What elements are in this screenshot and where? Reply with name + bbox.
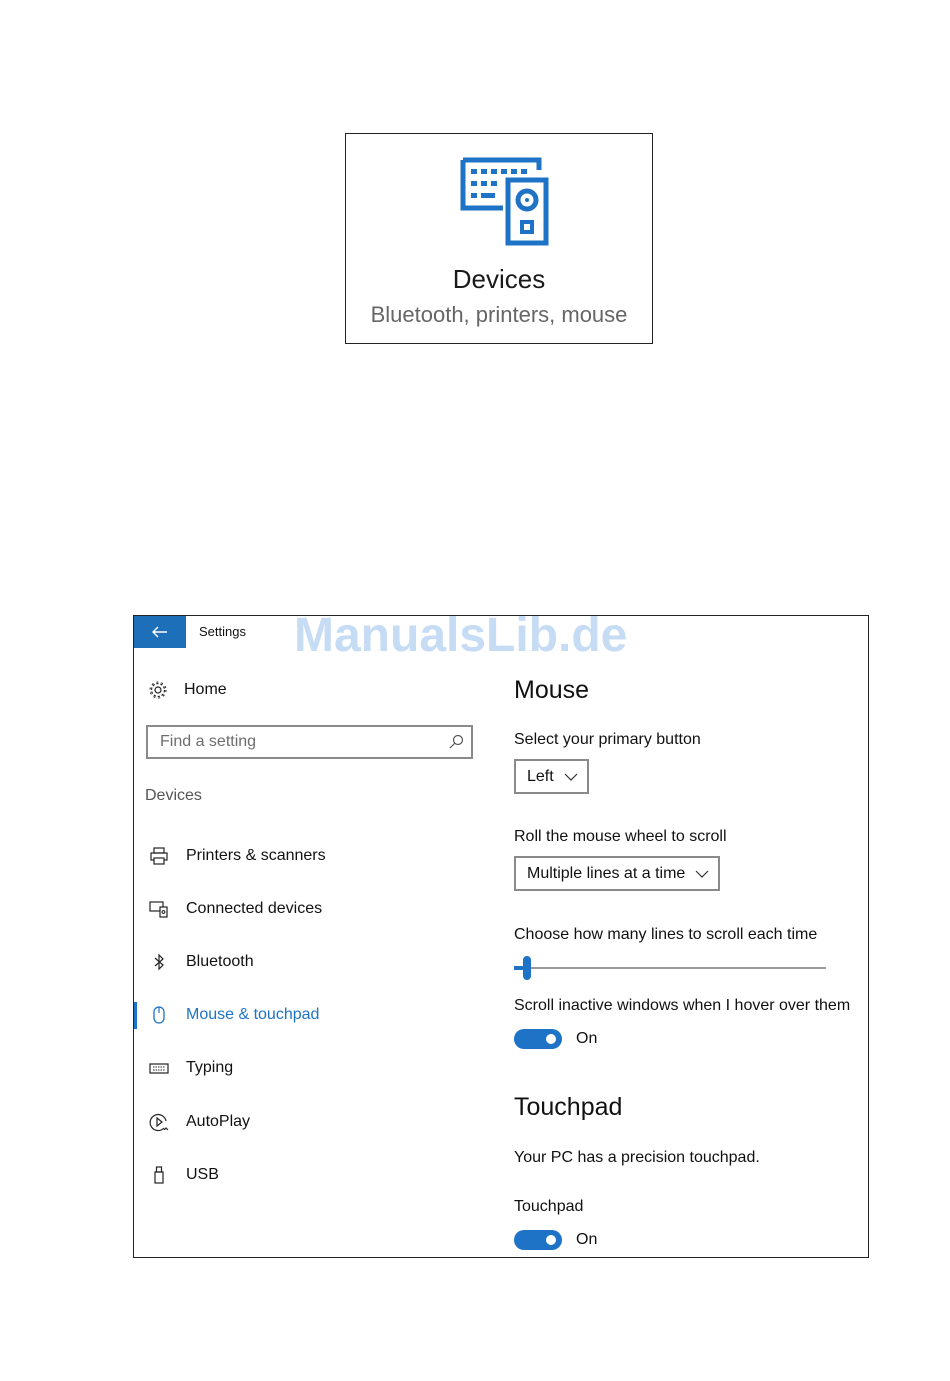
back-arrow-icon [152,626,168,638]
toggle-state: On [576,1231,598,1248]
scroll-label: Roll the mouse wheel to scroll [514,828,727,845]
mouse-heading: Mouse [514,676,590,704]
touchpad-label: Touchpad [514,1198,584,1215]
keyboard-icon [148,1057,170,1079]
content-pane [514,616,868,1257]
toggle-switch[interactable] [514,1230,562,1250]
inactive-scroll-label: Scroll inactive windows when I hover over them [514,997,851,1014]
settings-window [133,609,869,1258]
sidebar-item-label: USB [186,1165,219,1183]
scroll-dropdown[interactable] [514,856,720,891]
sidebar-item-bluetooth[interactable] [134,935,484,988]
sidebar-item-connected-devices[interactable] [134,882,484,935]
gear-icon [148,680,168,700]
tile-title: Devices [452,264,546,294]
watermark: ManualsLib.de [294,609,628,662]
toggle-state: On [576,1030,598,1047]
primary-button-label: Select your primary button [514,731,701,748]
devices-tile[interactable] [345,133,653,344]
sidebar-item-label: Bluetooth [186,952,254,970]
slider-fill [514,966,523,970]
touchpad-toggle[interactable] [514,1229,597,1251]
window-title: Settings [199,624,246,639]
toggle-switch[interactable] [514,1029,562,1049]
touchpad-info: Your PC has a precision touchpad. [514,1149,760,1166]
sidebar-item-typing[interactable] [134,1042,484,1095]
devices-icon [459,156,551,248]
sidebar-item-printers[interactable] [134,829,484,882]
mouse-icon [148,1004,170,1026]
bluetooth-icon [148,951,170,973]
sidebar-item-label: Printers & scanners [186,846,326,864]
usb-icon [148,1164,170,1186]
slider-track [514,967,826,969]
sidebar-item-autoplay[interactable] [134,1095,484,1148]
connected-devices-icon [148,898,170,920]
search-icon [448,734,464,750]
slider-thumb[interactable] [523,956,531,980]
back-button[interactable] [134,616,186,648]
tile-subtitle: Bluetooth, printers, mouse [370,302,628,327]
sidebar-section-title: Devices [145,787,202,804]
search-input[interactable] [146,725,473,759]
sidebar-item-label: Mouse & touchpad [186,1006,320,1024]
nav-home[interactable] [148,678,227,702]
sidebar-nav [134,829,484,1201]
lines-label: Choose how many lines to scroll each time [514,926,818,943]
printer-icon [148,845,170,867]
search-placeholder: Find a setting [160,733,257,750]
chevron-down-icon [564,773,578,781]
touchpad-heading: Touchpad [514,1093,623,1121]
inactive-scroll-toggle[interactable] [514,1028,597,1050]
nav-home-label: Home [184,681,227,698]
sidebar-item-usb[interactable] [134,1148,484,1201]
sidebar-item-label: Typing [186,1059,234,1077]
autoplay-icon [148,1111,170,1133]
primary-button-dropdown[interactable] [514,759,589,794]
lines-slider[interactable] [514,956,826,980]
chevron-down-icon [695,870,709,878]
sidebar-item-mouse-touchpad[interactable] [134,989,484,1042]
sidebar-item-label: Connected devices [186,899,323,917]
primary-button-value: Left [527,767,554,785]
sidebar-item-label: AutoPlay [186,1112,251,1130]
scroll-value: Multiple lines at a time [527,864,686,882]
